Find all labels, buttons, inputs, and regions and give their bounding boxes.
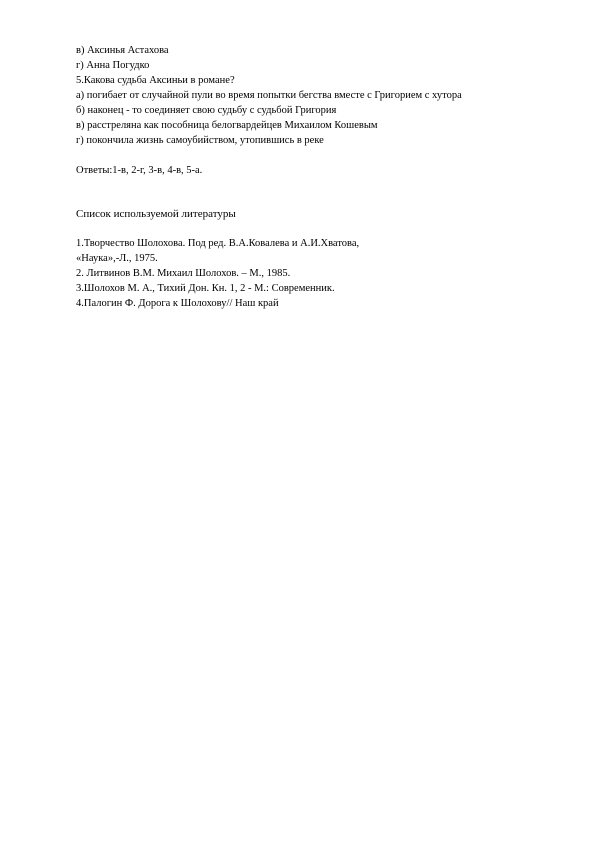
quiz-option-a-q5: а) погибает от случайной пули во время попытки бегства вместе с Григорием с хутора: [76, 90, 462, 101]
bibliography-item: «Наука»,-Л., 1975.: [76, 253, 158, 264]
bibliography-item: 3.Шолохов М. А., Тихий Дон. Кн. 1, 2 - М.: Современник.: [76, 283, 335, 294]
bibliography-heading: Список используемой литературы: [76, 208, 236, 220]
bibliography-item: 4.Палогин Ф. Дорога к Шолохову// Наш край: [76, 298, 279, 309]
bibliography-item: 1.Творчество Шолохова. Под ред. В.А.Ковалева и А.И.Хватова,: [76, 238, 360, 249]
quiz-answers: Ответы:1-в, 2-г, 3-в, 4-в, 5-а.: [76, 165, 203, 176]
quiz-option-g-q4: г) Анна Погудко: [76, 60, 150, 71]
quiz-question-5: 5.Какова судьба Аксиньи в романе?: [76, 75, 235, 86]
quiz-option-g-q5: г) покончила жизнь самоубийством, утопившись в реке: [76, 135, 324, 146]
quiz-option-v-q5: в) расстреляна как пособница белогвардейцев Михаилом Кошевым: [76, 120, 378, 131]
bibliography-item: 2. Литвинов В.М. Михаил Шолохов. – М., 1985.: [76, 268, 291, 279]
quiz-option-b-q5: б) наконец - то соединяет свою судьбу с судьбой Григория: [76, 105, 337, 116]
quiz-option-v-q4: в) Аксинья Астахова: [76, 45, 169, 56]
